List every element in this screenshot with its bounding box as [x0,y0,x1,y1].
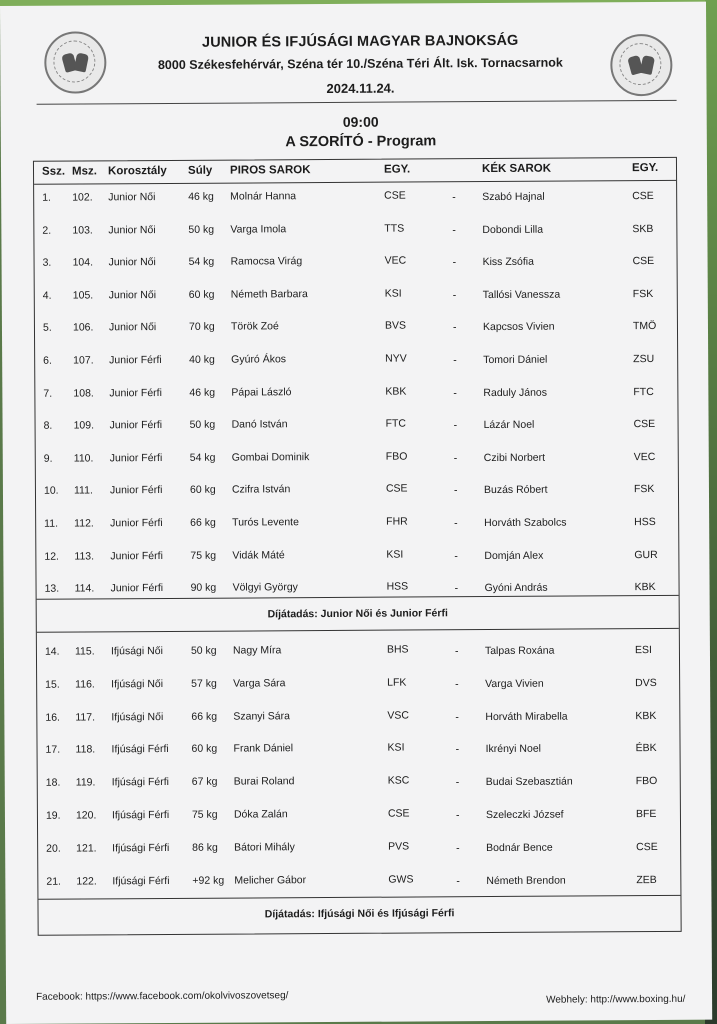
red-corner-boxer: Molnár Hanna [230,190,297,203]
blue-corner-boxer: Kiss Zsófia [482,255,534,269]
table-row [34,180,676,214]
ceremony-row-1: Díjátadás: Junior Női és Junior Férfi [37,595,679,633]
bout-number: 5. [42,322,52,335]
bout-number: 18. [45,776,61,789]
blue-corner-boxer: Horváth Mirabella [485,710,568,723]
blue-corner-club: ZEB [636,873,657,886]
blue-corner-club: KBK [635,709,657,722]
match-number: 117. [75,711,96,724]
blue-corner-boxer: Buzás Róbert [483,484,548,497]
blue-corner-boxer: Gyóni András [484,581,548,595]
age-category: Junior Női [108,321,157,334]
table-row [36,506,678,540]
vs-dash: - [452,191,456,204]
bout-number: 2. [42,224,52,237]
table-row [34,245,676,279]
bouts-table [33,157,682,936]
blue-corner-club: VEC [633,450,656,463]
match-number: 103. [72,224,93,237]
col-ssz: Ssz. [41,165,66,178]
red-corner-club: CSE [384,189,406,202]
bout-number: 6. [43,354,52,367]
bout-number: 10. [43,485,59,498]
weight-class: 50 kg [190,644,217,657]
match-number: 114. [74,582,95,595]
event-address: 8000 Székesfehérvár, Széna tér 10./Széna Téri Ált. Isk. Tornacsarnok [157,55,563,73]
blue-corner-boxer: Bodnár Bence [486,841,553,854]
bout-number: 9. [43,452,53,465]
weight-class: 75 kg [190,549,217,562]
match-number: 115. [74,645,95,658]
vs-dash: - [455,710,459,723]
bout-number: 3. [42,256,52,269]
table-row [37,699,679,733]
table-row [38,798,680,832]
weight-class: 40 kg [189,353,215,366]
table-row [36,538,678,572]
vs-dash: - [453,419,458,432]
red-corner-boxer: Ramocsa Virág [230,255,303,268]
blue-corner-club: CSE [636,840,658,853]
red-corner-boxer: Bátori Mihály [234,841,295,854]
blue-corner-club: DVS [635,676,657,689]
match-number: 102. [72,191,93,204]
age-category: Junior Férfi [110,582,164,595]
vs-dash: - [453,484,458,497]
blue-corner-club: FSK [633,483,655,496]
match-number: 122. [76,875,97,888]
match-number: 107. [73,354,94,367]
red-corner-club: LFK [387,676,407,689]
red-corner-club: KSC [387,774,410,787]
match-number: 109. [73,419,95,432]
age-category: Junior Férfi [109,484,163,497]
red-corner-club: CSE [385,482,408,496]
vs-dash: - [455,776,460,789]
red-corner-club: BHS [386,643,409,656]
blue-corner-club: ÉBK [635,742,657,755]
age-category: Junior Női [108,288,157,302]
weight-class: 60 kg [188,288,215,301]
red-corner-boxer: Czifra István [231,483,291,496]
weight-class: 67 kg [191,775,218,789]
red-corner-boxer: Gyúró Ákos [231,353,287,366]
blue-corner-club: KBK [634,581,656,594]
match-number: 110. [73,452,94,465]
col-piros-sarok: PIROS SAROK [229,164,311,177]
blue-corner-club: SKB [632,222,654,235]
match-number: 106. [72,321,94,334]
table-row [37,667,679,701]
red-corner-club: GWS [388,873,414,886]
vs-dash: - [453,386,457,399]
program-sheet [0,2,712,1024]
red-corner-boxer: Németh Barbara [230,287,308,301]
blue-corner-boxer: Tallósi Vanessza [482,288,561,301]
match-number: 104. [72,256,94,269]
age-category: Junior Férfi [110,549,163,562]
weight-class: 46 kg [189,386,216,399]
red-corner-club: TTS [384,222,405,235]
red-corner-boxer: Vidák Máté [232,548,285,562]
blue-corner-boxer: Dobondi Lilla [482,223,544,236]
age-category: Junior Férfi [109,419,163,432]
bout-number: 21. [46,875,61,888]
age-category: Junior Férfi [109,451,163,465]
table-row [36,473,678,507]
col-msz: Msz. [71,165,97,178]
blue-corner-club: FTC [633,385,654,398]
vs-dash: - [454,549,458,562]
red-corner-boxer: Gombai Dominik [231,450,310,464]
blue-corner-club: TMÖ [632,320,657,333]
red-corner-club: FHR [386,515,408,528]
match-number: 111. [73,484,93,497]
blue-corner-boxer: Szabó Hajnal [482,190,545,204]
age-category: Ifjúsági Női [110,645,163,658]
vs-dash: - [452,223,456,236]
table-row [37,634,679,668]
match-number: 120. [75,809,97,822]
blue-corner-boxer: Szeleczki József [485,808,564,822]
blue-corner-club: GUR [634,548,658,561]
weight-class: 75 kg [191,808,218,821]
weight-class: +92 kg [192,874,225,887]
table-row [34,212,676,246]
bout-number: 4. [42,289,52,302]
age-category: Junior Férfi [109,386,162,399]
session-time: 09:00 [342,113,379,130]
table-row [35,310,677,344]
blue-corner-boxer: Czibi Norbert [483,451,546,464]
col-kek-sarok: KÉK SAROK [481,162,552,176]
blue-corner-club: CSE [632,190,654,203]
col-korosztaly: Korosztály [107,164,167,178]
age-category: Ifjúsági Férfi [111,808,170,822]
bout-number: 14. [44,645,60,658]
blue-corner-boxer: Németh Brendon [486,874,566,887]
blue-corner-boxer: Kapcsos Vivien [482,321,555,334]
table-row [35,278,677,312]
federation-logo-left-icon [44,31,106,93]
bout-number: 1. [42,191,51,204]
event-title: JUNIOR ÉS IFJÚSÁGI MAGYAR BAJNOKSÁG [201,32,519,51]
bout-number: 20. [46,842,61,855]
bout-number: 15. [45,678,60,691]
age-category: Ifjúsági Női [111,677,164,691]
match-number: 116. [75,678,95,691]
bout-number: 8. [43,419,53,432]
blue-corner-boxer: Horváth Szabolcs [484,516,567,530]
program-title: A SZORÍTÓ - Program [285,133,437,151]
blue-corner-boxer: Ikrényi Noel [485,743,542,756]
red-corner-club: FBO [385,450,408,463]
age-category: Junior Férfi [109,354,162,367]
blue-corner-club: HSS [634,516,656,529]
vs-dash: - [456,874,460,887]
age-category: Junior Férfi [110,517,163,530]
red-corner-boxer: Melicher Gábor [234,873,307,887]
match-number: 118. [75,743,96,756]
weight-class: 50 kg [188,223,215,236]
bout-number: 16. [45,711,60,724]
ceremony-row-2: Díjátadás: Ifjúsági Női és Ifjúsági Férfi [38,895,680,933]
table-row [38,765,680,799]
blue-corner-club: ESI [634,644,652,657]
weight-class: 86 kg [192,841,218,854]
blue-corner-boxer: Raduly János [483,386,548,399]
blue-corner-boxer: Tomori Dániel [483,353,548,367]
red-corner-club: FTC [385,417,407,430]
header-divider [37,100,677,105]
red-corner-club: NYV [385,352,407,365]
facebook-link[interactable]: Facebook: https://www.facebook.com/okolvivoszovetseg/ [36,990,289,1003]
weight-class: 60 kg [191,743,218,756]
weight-class: 70 kg [188,321,215,334]
red-corner-club: VSC [387,709,409,722]
table-row [35,375,677,409]
age-category: Junior Női [108,191,156,204]
red-corner-boxer: Dóka Zalán [233,808,288,821]
red-corner-boxer: Frank Dániel [233,742,294,755]
bout-number: 7. [43,387,53,400]
bout-number: 13. [44,582,60,595]
vs-dash: - [455,678,459,691]
red-corner-boxer: Burai Roland [233,775,295,788]
weight-class: 54 kg [189,451,216,464]
red-corner-club: KSI [387,741,405,755]
red-corner-club: KSI [384,287,402,300]
col-egy-red: EGY. [383,163,411,176]
weight-class: 66 kg [191,710,218,723]
red-corner-boxer: Szanyi Sára [233,709,291,723]
blue-corner-club: CSE [632,255,655,268]
vs-dash: - [455,743,460,756]
vs-dash: - [453,452,458,465]
table-row [35,408,677,442]
blue-corner-boxer: Budai Szebasztián [485,775,573,789]
red-corner-club: HSS [386,580,409,593]
vs-dash: - [454,517,458,530]
weight-class: 57 kg [191,677,217,690]
weight-class: 90 kg [190,581,217,595]
vs-dash: - [452,256,457,269]
blue-corner-club: FSK [632,287,654,300]
red-corner-club: PVS [388,840,410,853]
blue-corner-boxer: Talpas Roxána [484,644,555,658]
table-row [37,732,679,766]
red-corner-club: KSI [386,548,404,561]
red-corner-club: BVS [384,319,407,333]
blue-corner-boxer: Domján Alex [484,549,544,562]
red-corner-club: CSE [387,807,410,820]
blue-corner-boxer: Lázár Noel [483,418,535,432]
age-category: Junior Női [108,223,156,236]
weight-class: 46 kg [188,190,214,203]
bout-number: 11. [44,517,59,530]
table-row [38,863,680,897]
red-corner-boxer: Varga Sára [233,677,286,690]
red-corner-boxer: Varga Imola [230,222,287,236]
weight-class: 50 kg [189,418,216,432]
match-number: 113. [74,550,95,563]
col-egy-blue: EGY. [631,161,659,175]
blue-corner-club: ZSU [633,353,655,366]
federation-logo-right-icon [610,34,672,96]
bout-number: 17. [45,744,61,757]
red-corner-boxer: Danó István [231,418,288,431]
vs-dash: - [452,289,457,302]
weight-class: 66 kg [190,516,216,529]
match-number: 105. [72,289,94,302]
red-corner-boxer: Pápai László [231,385,292,399]
weight-class: 60 kg [189,484,216,497]
age-category: Junior Női [108,256,156,269]
red-corner-boxer: Nagy Míra [232,644,282,657]
event-date: 2024.11.24. [326,80,395,97]
bout-number: 12. [44,550,60,563]
vs-dash: - [456,842,460,855]
table-row [38,831,680,865]
age-category: Ifjúsági Férfi [112,874,170,887]
website-link[interactable]: Webhely: http://www.boxing.hu/ [546,993,686,1006]
vs-dash: - [454,645,459,658]
age-category: Ifjúsági Női [111,710,164,723]
match-number: 108. [73,387,94,400]
age-category: Ifjúsági Férfi [111,776,169,789]
blue-corner-club: BFE [635,808,657,821]
match-number: 112. [74,517,94,530]
age-category: Ifjúsági Férfi [111,743,169,756]
blue-corner-club: FBO [635,775,658,788]
red-corner-club: KBK [385,385,407,398]
col-suly: Súly [187,164,213,177]
red-corner-boxer: Turós Levente [232,516,299,529]
vs-dash: - [455,809,460,822]
vs-dash: - [454,582,459,595]
blue-corner-club: CSE [633,418,656,431]
bout-number: 19. [45,809,61,822]
red-corner-boxer: Török Zoé [230,320,279,333]
match-number: 121. [76,842,97,855]
weight-class: 54 kg [188,255,215,269]
red-corner-boxer: Völgyi György [232,581,298,594]
red-corner-club: VEC [384,254,407,267]
vs-dash: - [453,354,457,367]
age-category: Ifjúsági Férfi [112,841,170,855]
vs-dash: - [452,321,457,334]
table-row [36,441,678,475]
table-row [35,343,677,377]
match-number: 119. [75,776,96,789]
blue-corner-boxer: Varga Vivien [485,677,544,690]
